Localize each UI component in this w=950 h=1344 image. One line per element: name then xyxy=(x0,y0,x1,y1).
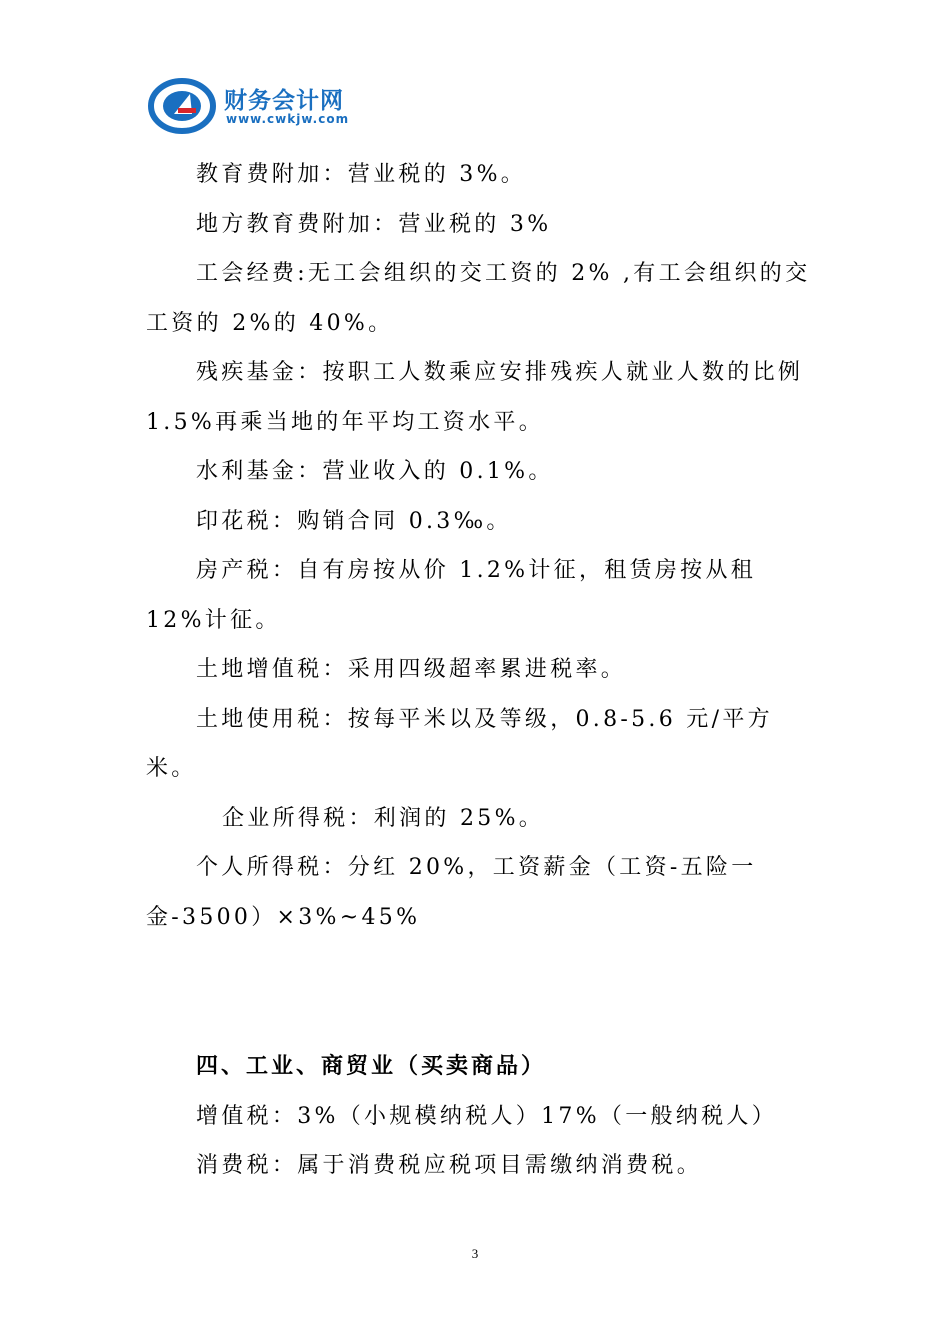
document-body xyxy=(146,150,812,1191)
paragraph-education-surcharge: 教育费附加：营业税的 3%。 xyxy=(196,162,527,187)
site-logo xyxy=(148,78,378,134)
section-heading: 四、工业、商贸业（买卖商品） xyxy=(196,1054,547,1079)
paragraph-corporate-income-tax: 企业所得税：利润的 25%。 xyxy=(222,805,545,831)
paragraph-union-fee: 工会经费:无工会组织的交工资的 2% ,有工会组织的交工资的 2%的 40%。 xyxy=(146,261,811,336)
logo-title: 财务会计网 xyxy=(224,88,344,114)
section-spacer xyxy=(146,942,812,1042)
paragraph-disability-fund: 残疾基金：按职工人数乘应安排残疾人就业人数的比例 1.5%再乘当地的年平均工资水平。 xyxy=(146,360,804,435)
logo-url: www.cwkjw.com xyxy=(226,112,350,126)
paragraph-water-fund: 水利基金：营业收入的 0.1%。 xyxy=(196,459,554,484)
paragraph-vat: 增值税：3%（小规模纳税人）17%（一般纳税人） xyxy=(196,1103,778,1129)
paragraph-stamp-tax: 印花税：购销合同 0.3‰。 xyxy=(196,508,512,534)
paragraph-property-tax: 房产税：自有房按从价 1.2%计征，租赁房按从租 12%计征。 xyxy=(146,558,757,633)
paragraph-land-appreciation-tax: 土地增值税：采用四级超率累进税率。 xyxy=(196,657,627,682)
paragraph-local-education-surcharge: 地方教育费附加：营业税的 3% xyxy=(196,211,552,237)
paragraph-land-use-tax: 土地使用税：按每平米以及等级，0.8-5.6 元/平方米。 xyxy=(146,706,773,781)
paragraph-personal-income-tax: 个人所得税：分红 20%，工资薪金（工资-五险一金-3500）×3%~45% xyxy=(146,855,757,930)
paragraph-consumption-tax: 消费税：属于消费税应税项目需缴纳消费税。 xyxy=(196,1153,703,1178)
logo-emblem-icon xyxy=(148,78,220,134)
page-number: 3 xyxy=(471,1246,479,1261)
